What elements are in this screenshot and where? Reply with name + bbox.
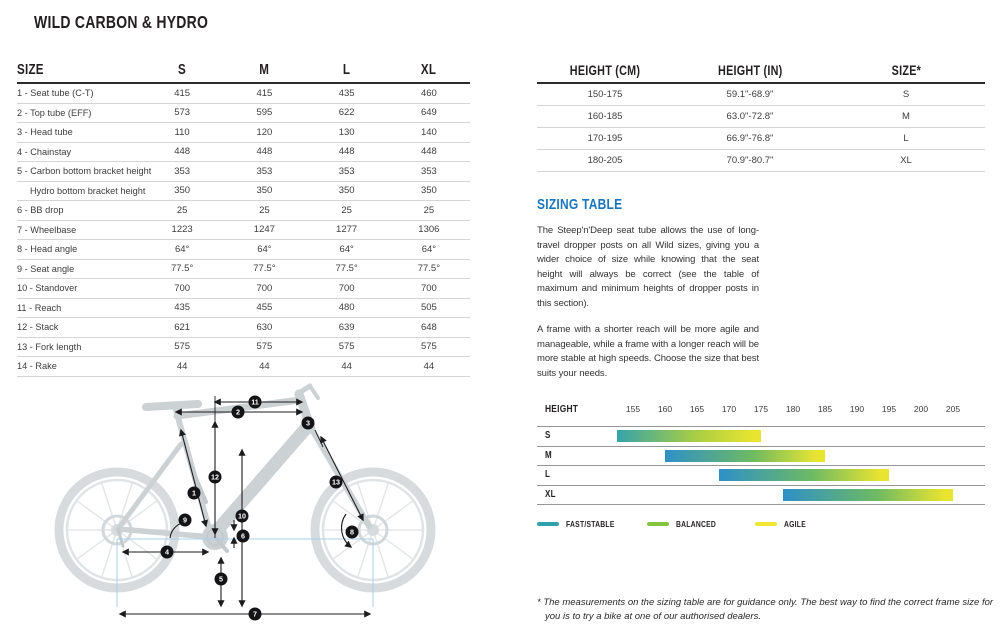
geometry-row-label: 9 - Seat angle (17, 263, 75, 274)
geometry-row-value: 1223 (171, 224, 193, 236)
legend-label-text: FAST/STABLE (566, 519, 615, 529)
geometry-row-value: 448 (338, 146, 355, 158)
geometry-row-value: 575 (338, 341, 355, 353)
sizing-paragraph-1: The Steep'n'Deep seat tube allows the use of long-travel dropper posts on all Wild sizes, giving you a wider choice of size while knowing that the seat height will always be correct (see the table of maximum and minimum heights of dropper posts in this section). (537, 225, 759, 309)
geometry-row-value: 44 (423, 360, 435, 372)
geometry-row-label: 6 - BB drop (17, 205, 64, 216)
footnote: * The measurements on the sizing table are for guidance only. The best way to find the correct frame size for you is to try a bike at one of our authorised dealers. (537, 597, 994, 622)
svg-text:6: 6 (241, 531, 245, 541)
geometry-row-value: 639 (338, 321, 355, 333)
svg-text:7: 7 (253, 609, 257, 619)
legend-label-text: AGILE (784, 519, 806, 529)
chart-rows (537, 426, 985, 505)
geometry-size-column-header (223, 62, 305, 78)
geometry-size-column-header (306, 62, 388, 78)
geometry-row-value: 435 (174, 302, 191, 314)
height-table-cell: 150-175 (587, 89, 623, 100)
geometry-row-value: 25 (176, 204, 188, 216)
geometry-row-value: 350 (338, 185, 355, 197)
geometry-row-value: 448 (174, 146, 191, 158)
geometry-row-value: 622 (338, 107, 355, 119)
geometry-row-value: 130 (338, 126, 355, 138)
geometry-table-row (17, 123, 470, 143)
chart-tick-label: 200 (913, 404, 929, 414)
legend-label (784, 519, 811, 529)
page-title (34, 12, 252, 33)
height-table-cell: L (903, 133, 909, 144)
chart-row-label (545, 489, 558, 500)
height-table-row (537, 128, 985, 150)
geometry-row-value: 649 (420, 107, 437, 119)
geometry-row-label: 14 - Rake (17, 361, 57, 372)
height-table-cell: XL (900, 155, 912, 166)
chart-bar (665, 450, 825, 462)
geometry-table-row (17, 260, 470, 280)
geometry-row-value: 435 (338, 87, 355, 99)
legend-label (676, 519, 726, 529)
geometry-row-label: 1 - Seat tube (C-T) (17, 88, 94, 99)
geometry-row-label: 4 - Chainstay (17, 146, 72, 157)
geometry-row-label: 12 - Stack (17, 322, 59, 333)
diagram-marker-9 (179, 514, 192, 527)
height-table-cell: 170-195 (587, 133, 623, 144)
geometry-row-value: 575 (256, 341, 273, 353)
legend-label-text: BALANCED (676, 519, 717, 529)
chart-row-label-text: XL (545, 488, 556, 500)
geometry-row-value: 415 (174, 87, 191, 99)
geometry-table-body (17, 84, 470, 377)
diagram-marker-3 (302, 417, 315, 430)
geometry-row-value: 1306 (418, 224, 440, 236)
sizing-chart (537, 398, 985, 533)
height-table-column-header-text: SIZE* (891, 62, 921, 78)
geometry-row-value: 700 (256, 282, 273, 294)
page-title-text: WILD CARBON & HYDRO (34, 12, 209, 32)
height-table-cell: 59.1"-68.9" (726, 89, 774, 100)
height-table (537, 58, 985, 172)
diagram-marker-6 (237, 530, 250, 543)
geometry-row-value: 505 (420, 302, 437, 314)
geometry-row-value: 350 (256, 185, 273, 197)
chart-row (537, 485, 985, 506)
chart-tick-label: 195 (881, 404, 897, 414)
chart-row-label (545, 430, 552, 441)
svg-text:3: 3 (306, 418, 310, 428)
geometry-row-value: 1247 (253, 224, 275, 236)
geometry-size-column-header-text: XL (421, 62, 437, 78)
geometry-row-value: 77.5° (253, 263, 276, 275)
chart-tick-label: 205 (945, 404, 961, 414)
geometry-row-value: 630 (256, 321, 273, 333)
wheel-spoke (77, 501, 117, 530)
chart-row (537, 426, 985, 446)
bike-geometry-diagram (30, 380, 500, 642)
legend-swatch (537, 522, 559, 526)
geometry-row-value: 44 (176, 360, 188, 372)
geometry-row-value: 140 (420, 126, 437, 138)
svg-text:11: 11 (251, 397, 259, 407)
chart-tick-label: 190 (849, 404, 865, 414)
geometry-row-value: 110 (174, 126, 190, 138)
geometry-size-column-header-text: L (342, 62, 351, 78)
height-table-body (537, 84, 985, 172)
geometry-table-row (17, 299, 470, 319)
height-table-cell: 160-185 (587, 111, 623, 122)
geometry-row-value: 648 (420, 321, 437, 333)
geometry-row-value: 353 (174, 165, 191, 177)
diagram-marker-8 (346, 526, 359, 539)
geometry-row-value: 1277 (336, 224, 358, 236)
svg-text:8: 8 (350, 527, 354, 537)
legend-label (566, 519, 627, 529)
chart-row-label-text: S (545, 430, 551, 441)
geometry-row-value: 353 (420, 165, 437, 177)
geometry-row-label: 7 - Wheelbase (17, 224, 77, 235)
chart-row (537, 446, 985, 466)
geometry-table-row (17, 104, 470, 124)
chart-title: HEIGHT (545, 403, 579, 415)
geometry-table-row (17, 201, 470, 221)
chart-row-label (545, 469, 551, 480)
geometry-table-row (17, 143, 470, 163)
diagram-marker-2 (232, 406, 245, 419)
geometry-row-value: 350 (174, 185, 191, 197)
diagram-marker-10 (236, 510, 249, 523)
svg-text:4: 4 (165, 547, 169, 557)
geometry-size-column-header-text: S (178, 62, 187, 78)
chart-row (537, 465, 985, 485)
geometry-row-label: 10 - Standover (17, 283, 78, 294)
wheel-spoke (77, 530, 117, 559)
legend-item (647, 519, 726, 529)
geometry-row-value: 350 (420, 185, 437, 197)
height-table-cell: 63.0"-72.8" (726, 111, 774, 122)
geometry-table-row (17, 182, 470, 202)
geometry-table-header (17, 58, 470, 84)
height-table-column-header (673, 63, 827, 78)
height-table-column-header-text: HEIGHT (IN) (717, 62, 783, 78)
chart-bar (719, 469, 889, 481)
sizing-table-heading (537, 196, 644, 213)
svg-text:12: 12 (211, 472, 219, 482)
geometry-row-value: 44 (341, 360, 352, 372)
geometry-row-value: 64° (339, 243, 354, 255)
height-table-header (537, 58, 985, 84)
geometry-row-value: 573 (174, 107, 191, 119)
geometry-row-value: 44 (259, 360, 270, 372)
height-table-column-header-text: HEIGHT (CM) (569, 62, 641, 78)
diagram-marker-11 (249, 396, 262, 409)
sizing-paragraph-2: A frame with a shorter reach will be more agile and manageable, while a frame with a longer reach will be more stable at high speeds. Choose the size that best suits your needs. (537, 324, 759, 379)
geometry-row-value: 700 (174, 282, 191, 294)
geometry-row-value: 25 (423, 204, 435, 216)
geometry-row-value: 480 (338, 302, 355, 314)
svg-text:13: 13 (332, 477, 340, 487)
geometry-size-column-header (141, 62, 223, 78)
geometry-table-row (17, 279, 470, 299)
diagram-marker-1 (188, 487, 201, 500)
chart-tick-label: 165 (689, 404, 705, 414)
wheel-spoke (373, 501, 413, 530)
svg-text:5: 5 (219, 574, 223, 584)
geometry-row-label: 8 - Head angle (17, 244, 78, 255)
geometry-table-row (17, 84, 470, 104)
svg-text:10: 10 (238, 511, 246, 521)
height-table-column-header (827, 63, 985, 78)
geometry-row-value: 575 (174, 341, 191, 353)
geometry-table-row (17, 162, 470, 182)
height-table-column-header (537, 63, 673, 78)
geometry-row-value: 25 (341, 204, 352, 216)
chart-row-label-text: M (545, 449, 552, 461)
geometry-row-value: 77.5° (417, 263, 441, 275)
geometry-row-value: 64° (421, 243, 437, 255)
geometry-row-value: 460 (420, 87, 437, 99)
svg-text:2: 2 (236, 407, 240, 417)
height-table-cell: 66.9"-76.8" (726, 133, 774, 144)
sizing-table-heading-text: SIZING TABLE (537, 196, 623, 213)
chart-tick-label: 175 (753, 404, 769, 414)
height-table-row (537, 150, 985, 172)
geometry-table-row (17, 318, 470, 338)
geometry-table (17, 58, 470, 377)
legend-swatch (647, 522, 669, 526)
geometry-row-label: 5 - Carbon bottom bracket height (17, 166, 152, 177)
diagram-marker-5 (215, 573, 228, 586)
geometry-row-label: 13 - Fork length (17, 341, 82, 352)
geometry-row-value: 700 (338, 282, 355, 294)
geometry-row-label: Hydro bottom bracket height (30, 185, 146, 196)
geometry-row-label: 11 - Reach (17, 302, 62, 313)
geometry-row-value: 595 (256, 107, 273, 119)
geometry-row-value: 455 (256, 302, 273, 314)
geometry-row-label: 2 - Top tube (EFF) (17, 107, 92, 118)
legend-item (755, 519, 811, 529)
geometry-row-value: 77.5° (335, 263, 358, 275)
chart-bar (617, 430, 761, 442)
geometry-row-value: 448 (256, 146, 273, 158)
wheel-spoke (373, 530, 413, 559)
height-table-cell: S (902, 89, 910, 100)
svg-text:9: 9 (183, 515, 187, 525)
sizing-copy (537, 224, 759, 393)
chart-row-label (545, 450, 554, 461)
geometry-row-value: 700 (420, 282, 437, 294)
diagram-marker-7 (249, 608, 262, 621)
geometry-table-row (17, 240, 470, 260)
height-table-cell: 70.9"-80.7" (726, 155, 774, 166)
geometry-row-value: 64° (257, 243, 272, 255)
chart-header (537, 398, 985, 426)
geometry-row-value: 64° (174, 243, 190, 255)
chart-legend (537, 519, 985, 533)
geometry-size-header: SIZE (17, 62, 44, 78)
height-table-row (537, 106, 985, 128)
geometry-size-column-header-text: M (259, 62, 270, 78)
geometry-row-value: 120 (256, 126, 273, 138)
geometry-row-value: 575 (420, 341, 437, 353)
svg-text:1: 1 (192, 488, 196, 498)
chart-tick-label: 180 (785, 404, 801, 414)
chart-tick-label: 155 (625, 404, 641, 414)
chart-bar (783, 489, 953, 501)
height-table-cell: M (902, 111, 910, 122)
chart-tick-label: 185 (817, 404, 833, 414)
geometry-table-row (17, 338, 470, 358)
geometry-size-column-header (388, 62, 470, 78)
chart-row-label-text: L (545, 469, 551, 480)
chart-tick-label: 170 (721, 404, 737, 414)
legend-item (537, 519, 627, 529)
height-table-row (537, 84, 985, 106)
geometry-row-label: 3 - Head tube (17, 127, 73, 138)
geometry-row-value: 77.5° (170, 263, 194, 275)
geometry-table-row (17, 357, 470, 377)
geometry-row-value: 621 (174, 321, 191, 333)
geometry-row-value: 448 (420, 146, 437, 158)
height-table-cell: 180-205 (587, 155, 623, 166)
geometry-table-row (17, 221, 470, 241)
geometry-row-value: 353 (256, 165, 273, 177)
geometry-row-value: 353 (338, 165, 355, 177)
diagram-marker-4 (161, 546, 174, 559)
chart-tick-label: 160 (657, 404, 673, 414)
geometry-row-value: 25 (259, 204, 270, 216)
geometry-row-value: 415 (256, 87, 273, 99)
legend-swatch (755, 522, 777, 526)
diagram-marker-13 (330, 476, 343, 489)
diagram-marker-12 (209, 471, 222, 484)
